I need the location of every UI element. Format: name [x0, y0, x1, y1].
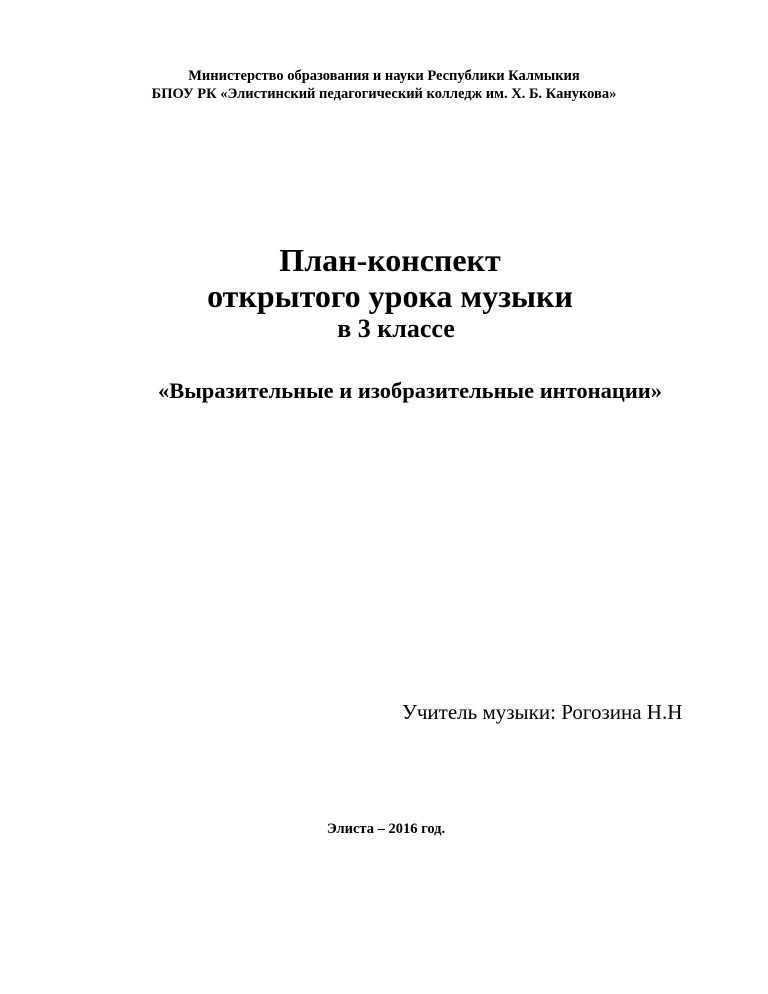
lesson-topic: «Выразительные и изобразительные интонации»	[157, 378, 663, 403]
city-year: Элиста – 2016 год.	[326, 821, 446, 837]
ministry-name: Министерство образования и науки Республики Калмыкия	[188, 68, 580, 84]
teacher-name: Учитель музыки: Рогозина Н.Н	[402, 700, 683, 724]
document-title-line-3: в 3 классе	[337, 314, 455, 343]
document-title-line-1: План-конспект	[279, 242, 501, 278]
document-title-line-2: открытого урока музыки	[207, 278, 573, 314]
college-name: БПОУ РК «Элистинский педагогический колледж им. Х. Б. Канукова»	[151, 86, 617, 102]
